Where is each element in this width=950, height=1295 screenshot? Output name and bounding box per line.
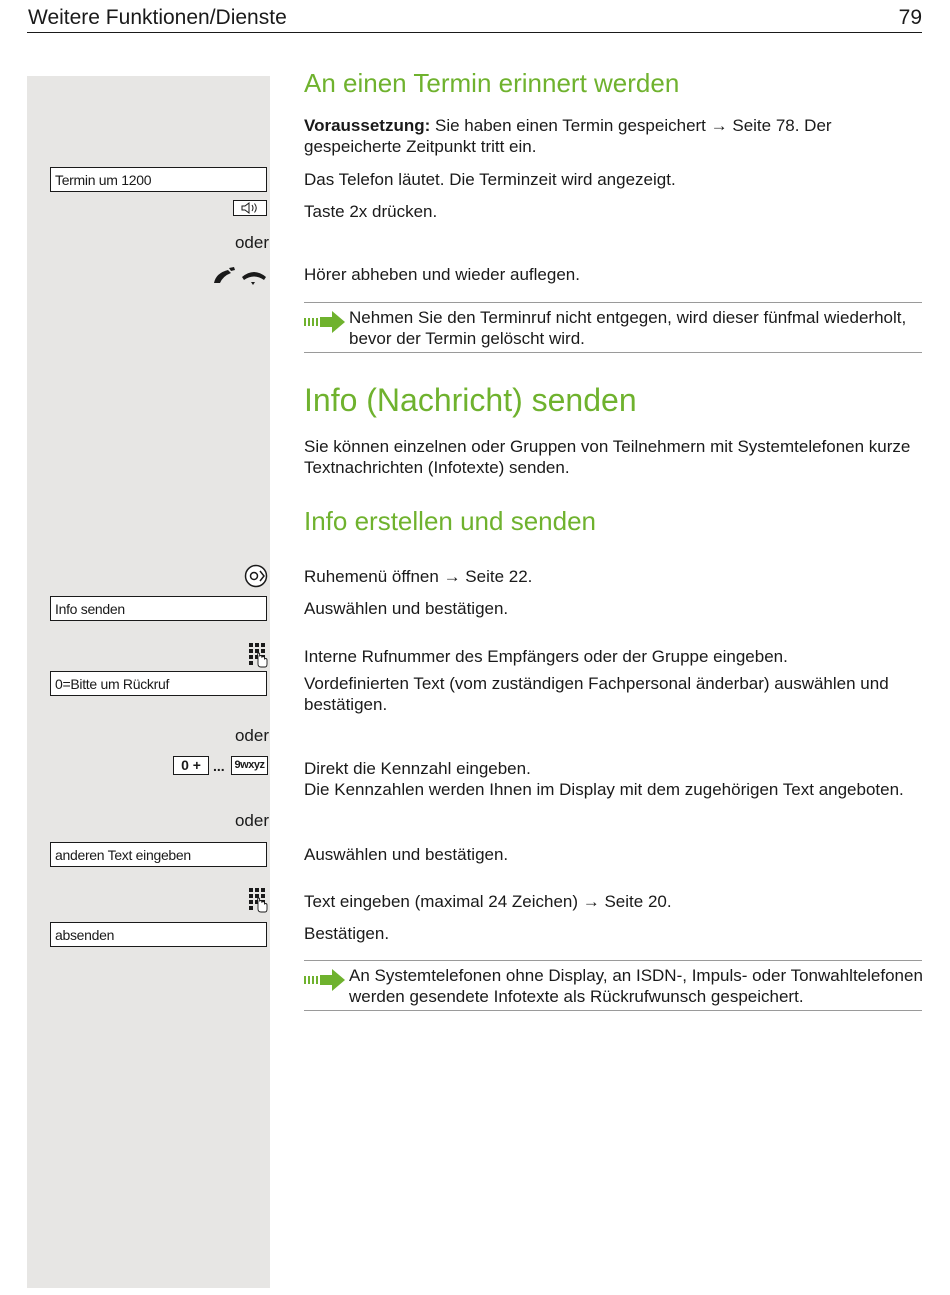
oder-label: oder bbox=[234, 233, 269, 252]
section-heading-info: Info (Nachricht) senden bbox=[304, 382, 637, 418]
note-reminder bbox=[304, 302, 922, 353]
note-info bbox=[304, 960, 922, 1011]
step-confirm: Bestätigen. bbox=[304, 924, 390, 943]
navigation-key-icon[interactable] bbox=[244, 564, 268, 588]
display-info-senden[interactable]: Info senden bbox=[50, 596, 267, 621]
prerequisite-body: Sie haben einen Termin gespeichert → Seite 78. Der gespeicherte Zeitpunkt tritt ein. bbox=[304, 116, 832, 156]
display-termin[interactable]: Termin um 1200 bbox=[50, 167, 267, 192]
keypad-icon[interactable] bbox=[248, 642, 268, 668]
key-range-ellipsis: ... bbox=[213, 758, 225, 774]
speaker-key-icon[interactable] bbox=[233, 200, 267, 216]
info-intro: Sie können einzelnen oder Gruppen von Teilnehmern mit Systemtelefonen kurze Textnachrichten (Infotexte) senden. bbox=[304, 437, 911, 477]
step-menu: Ruhemenü öffnen → Seite 22. bbox=[304, 567, 533, 586]
page-number: 79 bbox=[898, 6, 922, 29]
step-predefined: Vordefinierten Text (vom zuständigen Fachpersonal änderbar) auswählen und bestätigen. bbox=[304, 674, 889, 714]
section-heading-reminder: An einen Termin erinnert werden bbox=[304, 68, 680, 98]
note-reminder-text: Nehmen Sie den Terminruf nicht entgegen, wird dieser fünfmal wiederholt, bevor der Termin gelöscht wird. bbox=[349, 308, 907, 348]
prerequisite-text bbox=[304, 115, 924, 157]
step-text: Text eingeben (maximal 24 Zeichen) → Seite 20. bbox=[304, 892, 672, 911]
note-arrow-icon-2 bbox=[304, 968, 346, 992]
step-handset: Hörer abheben und wieder auflegen. bbox=[304, 265, 580, 284]
step-code-1: Direkt die Kennzahl eingeben. bbox=[304, 759, 531, 778]
oder-label-2: oder bbox=[234, 726, 269, 745]
key-9-icon[interactable]: 9wxyz bbox=[231, 756, 268, 775]
keypad-icon-2[interactable] bbox=[248, 887, 268, 913]
display-other-text[interactable]: anderen Text eingeben bbox=[50, 842, 267, 867]
section-heading-create: Info erstellen und senden bbox=[304, 506, 596, 536]
handset-lift-hangup-icon[interactable] bbox=[212, 265, 268, 287]
header-title: Weitere Funktionen/Dienste bbox=[28, 6, 287, 29]
note-arrow-icon bbox=[304, 310, 346, 334]
display-absenden[interactable]: absenden bbox=[50, 922, 267, 947]
step-code-2: Die Kennzahlen werden Ihnen im Display mit dem zugehörigen Text angeboten. bbox=[304, 780, 904, 799]
header-rule bbox=[27, 32, 922, 33]
key-0-icon[interactable]: 0 + bbox=[173, 756, 209, 775]
step-select-2: Auswählen und bestätigen. bbox=[304, 845, 509, 864]
prerequisite-label: Voraussetzung: bbox=[304, 116, 431, 135]
note-info-text: An Systemtelefonen ohne Display, an ISDN-, Impuls- oder Tonwahltelefonen werden gesendete Infotexte als Rückrufwunsch gespeichert. bbox=[349, 966, 923, 1006]
step-key: Taste 2x drücken. bbox=[304, 202, 438, 221]
display-callback[interactable]: 0=Bitte um Rückruf bbox=[50, 671, 267, 696]
step-number: Interne Rufnummer des Empfängers oder der Gruppe eingeben. bbox=[304, 647, 788, 666]
oder-label-3: oder bbox=[234, 811, 269, 830]
step-ring: Das Telefon läutet. Die Terminzeit wird angezeigt. bbox=[304, 170, 676, 189]
step-select: Auswählen und bestätigen. bbox=[304, 599, 509, 618]
